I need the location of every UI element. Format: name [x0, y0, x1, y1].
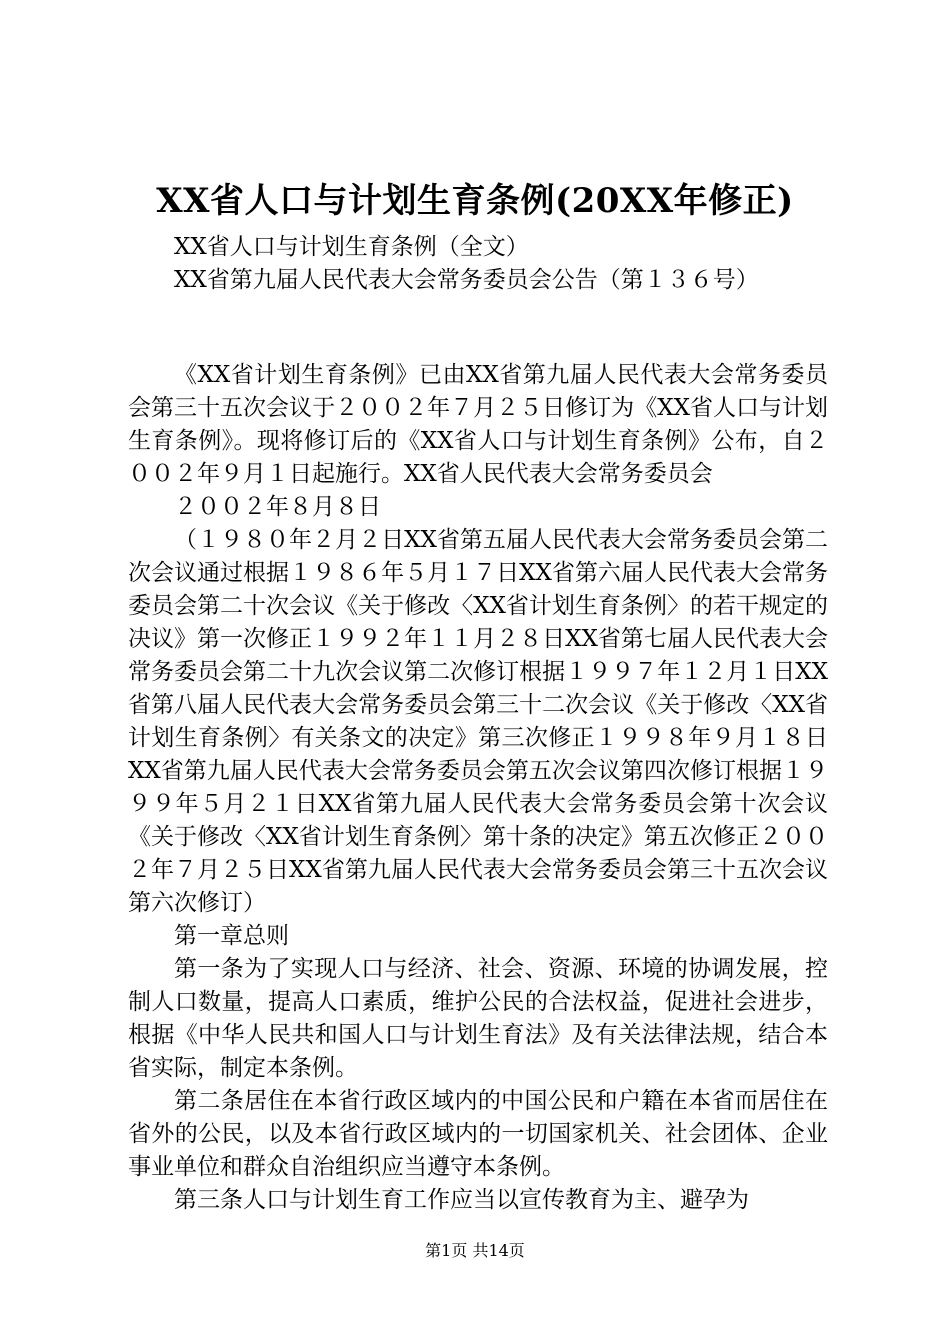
- subtitle-announcement: XX省第九届人民代表大会常务委员会公告（第１３６号）: [174, 267, 759, 293]
- subtitle-full-text: XX省人口与计划生育条例（全文）: [174, 234, 529, 260]
- paragraph-gap: [128, 297, 828, 359]
- paragraph-revision-history: （１９８０年２月２日XX省第五届人民代表大会常务委员会第二次会议通过根据１９８６年５月１７日XX省第六届人民代表大会常务委员会第二十次会议《关于修改〈XX省计划生育条例〉的若干规定的决议》第一次修正１９９２年１１月２８日XX省第七届人民代表大会常务委员会第二十九次会议第二次修订根据１９９７年１２月１日XX省第八届人民代表大会常务委员会第三十二次会议《关于修改〈XX省计划生育条例〉有关条文的决定》第三次修正１９９８年９月１８日XX省第九届人民代表大会常务委员会第五次会议第四次修订根据１９９９年５月２１日XX省第九届人民代表大会常务委员会第十次会议《关于修改〈XX省计划生育条例〉第十条的决定》第五次修正２００２年７月２５日XX省第九届人民代表大会常务委员会第三十五次会议第六次修订）: [128, 527, 828, 916]
- article-3: 第三条人口与计划生育工作应当以宣传教育为主、避孕为: [174, 1187, 749, 1213]
- page-number-footer: 第1页 共14页: [425, 1241, 525, 1260]
- paragraph-date: ２００２年８月８日: [174, 494, 381, 520]
- chapter-heading: 第一章总则: [174, 923, 289, 949]
- article-2: 第二条居住在本省行政区域内的中国公民和户籍在本省而居住在省外的公民，以及本省行政区域内的一切国家机关、社会团体、企业事业单位和群众自治组织应当遵守本条例。: [128, 1088, 828, 1180]
- paragraph-announcement: 《XX省计划生育条例》已由XX省第九届人民代表大会常务委员会第三十五次会议于２００２年７月２５日修订为《XX省人口与计划生育条例》。现将修订后的《XX省人口与计划生育条例》公布，自２００２年９月１日起施行。XX省人民代表大会常务委员会: [128, 362, 828, 487]
- document-body: [128, 231, 828, 1217]
- document-title: XX省人口与计划生育条例(20XX年修正): [156, 181, 794, 221]
- article-1: 第一条为了实现人口与经济、社会、资源、环境的协调发展，控制人口数量，提高人口素质，维护公民的合法权益，促进社会进步，根据《中华人民共和国人口与计划生育法》及有关法律法规，结合本省实际，制定本条例。: [128, 956, 828, 1081]
